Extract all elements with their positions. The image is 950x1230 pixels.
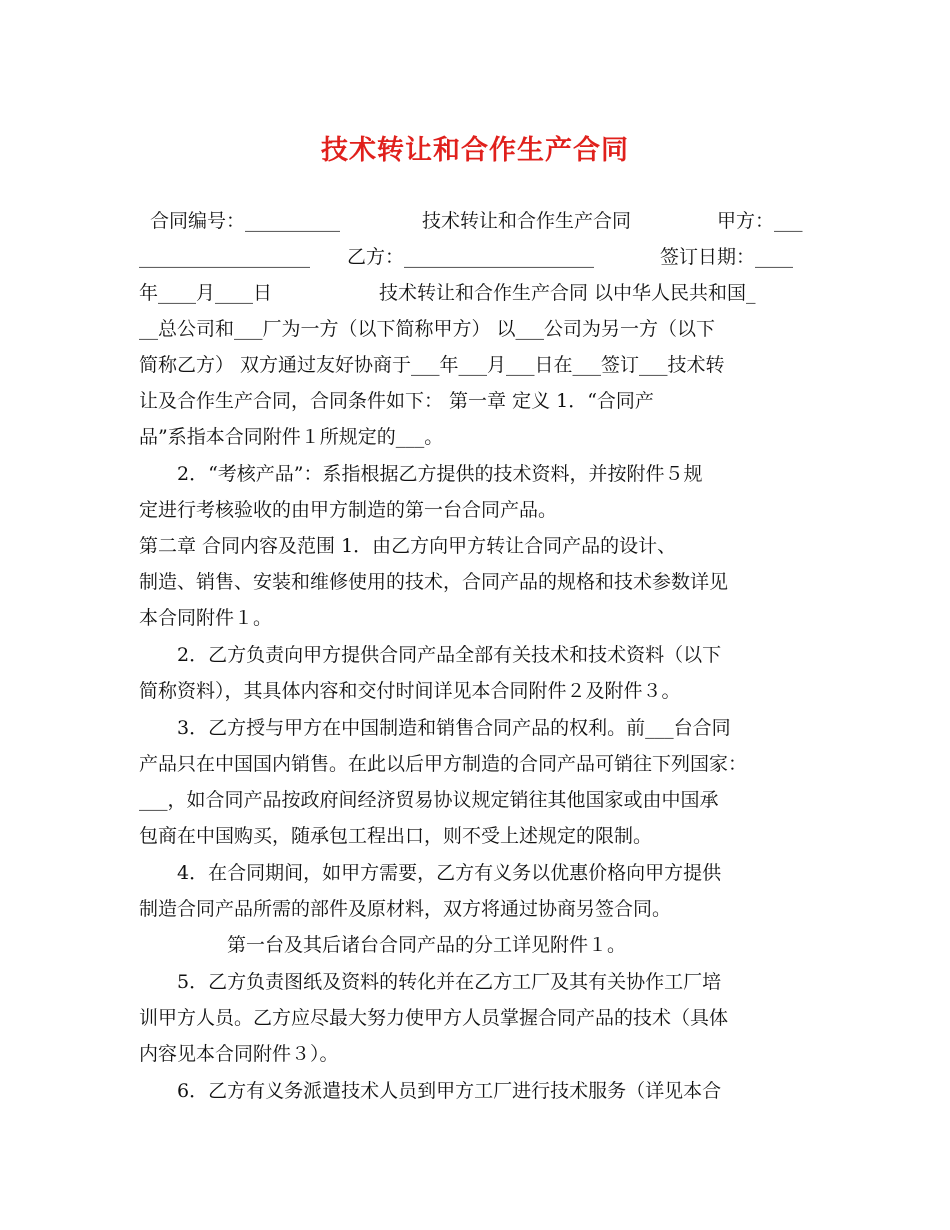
- text-segment: 技术转让和合作生产合同: [422, 210, 632, 232]
- text-segment: 技术转让和合作生产合同 以中华人民共和国_: [379, 282, 756, 304]
- text-segment: 让及合作生产合同，合同条件如下： 第一章 定义 1．“合同产: [139, 390, 654, 412]
- text-segment: 包商在中国购买，随承包工程出口，则不受上述规定的限制。: [139, 825, 653, 847]
- text-segment: 制造、销售、安装和维修使用的技术，合同产品的规格和技术参数详见: [139, 571, 729, 593]
- text-segment: 乙方：____________________: [347, 246, 595, 268]
- text-segment: 合同编号：__________: [150, 210, 341, 232]
- text-segment: 内容见本合同附件３）。: [139, 1043, 339, 1065]
- text-segment: 2．乙方负责向甲方提供合同产品全部有关技术和技术资料（以下: [177, 644, 722, 666]
- text-segment: 4．在合同期间，如甲方需要，乙方有义务以优惠价格向甲方提供: [177, 862, 722, 884]
- text-segment: 第一台及其后诸台合同产品的分工详见附件１。: [227, 934, 627, 956]
- text-segment: 简称资料），其具体内容和交付时间详见本合同附件２及附件３。: [139, 680, 681, 702]
- text-segment: 本合同附件１。: [139, 607, 273, 629]
- text-segment: 2．“考核产品”：系指根据乙方提供的技术资料，并按附件５规: [177, 463, 703, 485]
- text-segment: 年____月____日: [139, 282, 273, 304]
- text-segment: 定进行考核验收的由甲方制造的第一台合同产品。: [139, 499, 558, 521]
- text-segment: __________________: [139, 246, 310, 268]
- text-segment: 第二章 合同内容及范围 1．由乙方向甲方转让合同产品的设计、: [139, 535, 677, 557]
- text-segment: 5．乙方负责图纸及资料的转化并在乙方工厂及其有关协作工厂培: [177, 971, 722, 993]
- text-segment: 产品只在中国国内销售。在此以后甲方制造的合同产品可销往下列国家：: [139, 753, 748, 775]
- text-segment: 品”系指本合同附件１所规定的___。: [139, 426, 444, 448]
- text-segment: 甲方：___: [717, 210, 803, 232]
- text-segment: 制造合同产品所需的部件及原材料，双方将通过协商另签合同。: [139, 898, 672, 920]
- text-segment: 3．乙方授与甲方在中国制造和销售合同产品的权利。前___台合同: [177, 717, 731, 739]
- text-segment: 训甲方人员。乙方应尽最大努力使甲方人员掌握合同产品的技术（具体: [139, 1007, 729, 1029]
- text-segment: 简称乙方） 双方通过友好协商于___年___月___日在___签订___技术转: [139, 354, 725, 376]
- text-segment: 签订日期：____: [660, 246, 794, 268]
- text-segment: ___，如合同产品按政府间经济贸易协议规定销往其他国家或由中国承: [139, 789, 719, 811]
- text-segment: 6．乙方有义务派遣技术人员到甲方工厂进行技术服务（详见本合: [177, 1080, 722, 1102]
- text-segment: __总公司和___厂为一方（以下简称甲方） 以___公司为另一方（以下: [139, 318, 716, 340]
- document-title: 技术转让和合作生产合同: [321, 135, 629, 166]
